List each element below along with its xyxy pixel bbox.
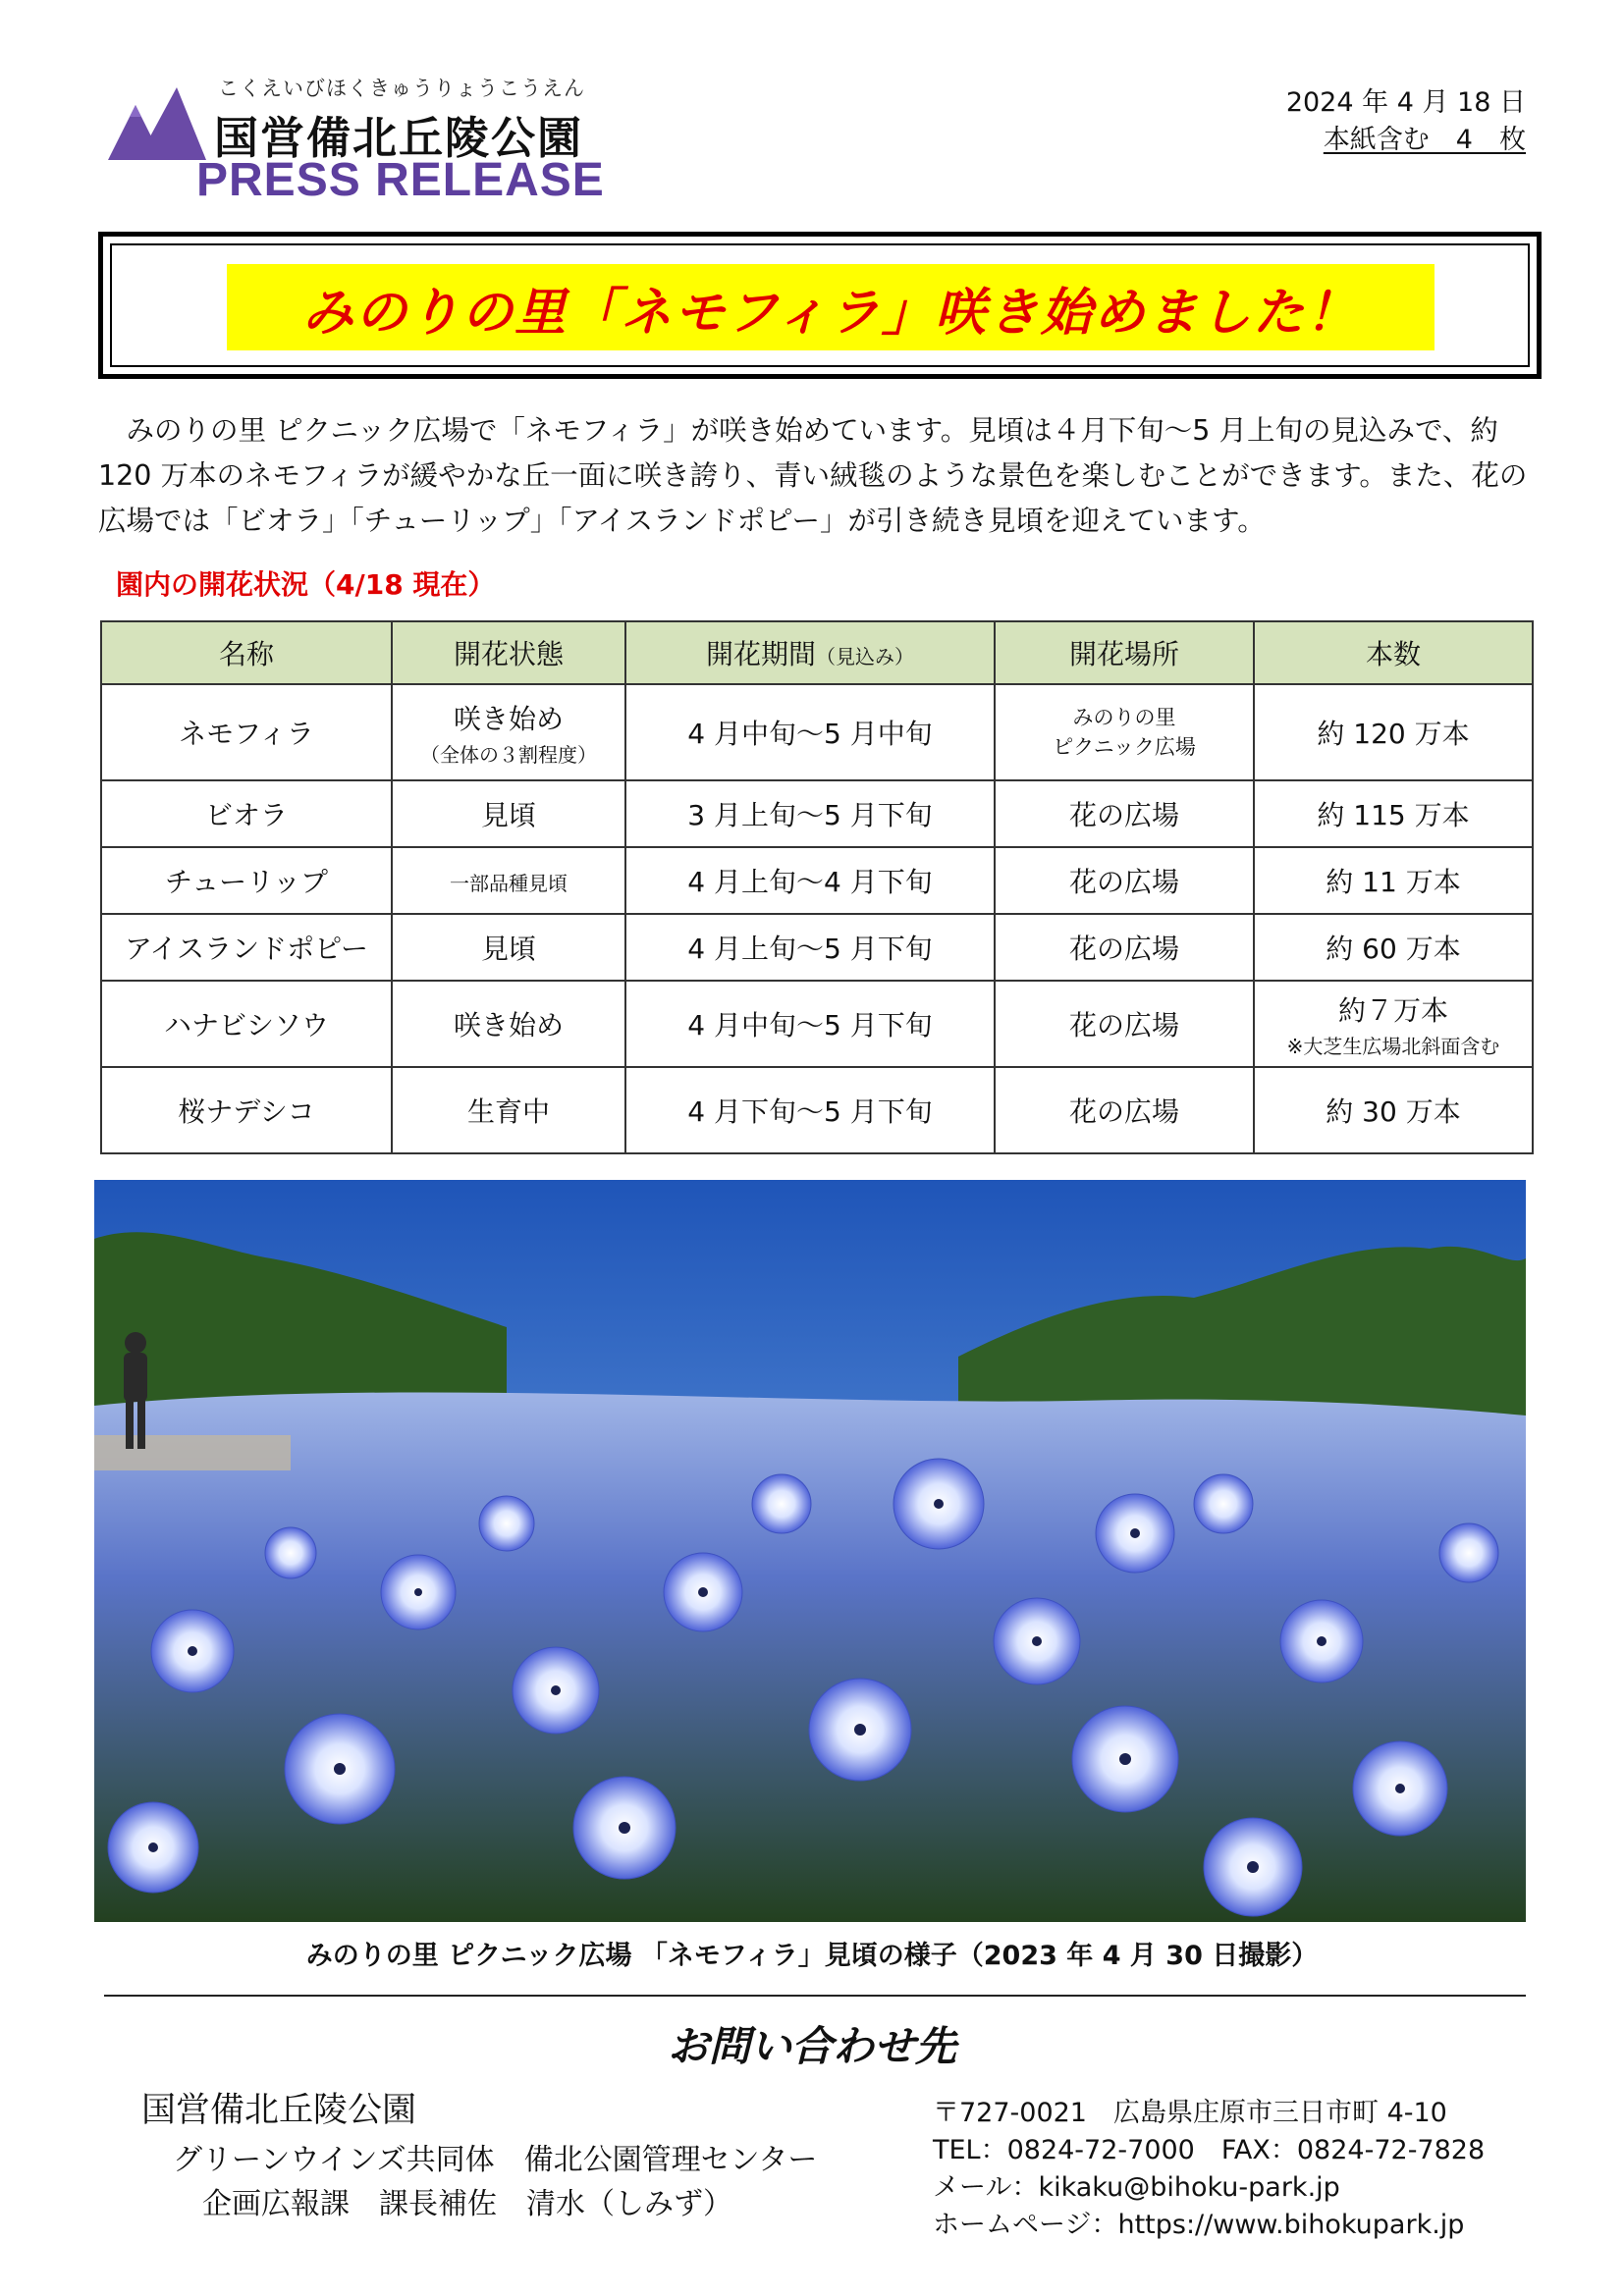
contact-person: 企画広報課 課長補佐 清水（しみず） — [202, 2187, 732, 2221]
cell-status: 咲き始め — [392, 981, 625, 1067]
table-row — [101, 1067, 1533, 1153]
col-header-period — [625, 621, 995, 684]
cell-status-text: 一部品種見頃 — [450, 871, 568, 895]
footer-divider — [104, 1995, 1526, 1997]
col-header-status: 開花状態 — [392, 621, 625, 684]
cell-place: 花の広場 — [995, 780, 1254, 847]
cell-name: ビオラ — [101, 780, 392, 847]
cell-place-line1: みのりの里 — [1072, 706, 1176, 729]
cell-count: 約 115 万本 — [1254, 780, 1533, 847]
cell-name: 桜ナデシコ — [101, 1067, 392, 1153]
title-box — [98, 232, 1542, 379]
cell-period: 4 月中旬～5 月下旬 — [625, 981, 995, 1067]
col-header-period-label: 開花期間 — [705, 638, 816, 670]
bloom-status-table — [100, 620, 1534, 1154]
table-row — [101, 684, 1533, 780]
cell-count — [1254, 981, 1533, 1067]
cell-count: 約 120 万本 — [1254, 684, 1533, 780]
cell-place: 花の広場 — [995, 914, 1254, 981]
contact-website-link[interactable]: ホームページ：https://www.bihokupark.jp — [933, 2210, 1465, 2240]
cell-status-text: 咲き始め — [453, 702, 564, 735]
cell-status: 生育中 — [392, 1067, 625, 1153]
cell-period: 4 月中旬～5 月中旬 — [625, 684, 995, 780]
table-row — [101, 981, 1533, 1067]
contact-address: 〒727-0021 広島県庄原市三日市町 4-10 — [933, 2098, 1447, 2128]
page-count: 本紙含む 4 枚 — [1323, 125, 1526, 155]
table-row — [101, 780, 1533, 847]
cell-count: 約 60 万本 — [1254, 914, 1533, 981]
cell-place-line2: ピクニック広場 — [1053, 735, 1196, 759]
logo-park-name: 国営備北丘陵公園 — [214, 112, 584, 164]
nemophila-field-photo — [94, 1180, 1526, 1922]
contact-tel-fax: TEL：0824-72-7000 FAX：0824-72-7828 — [933, 2135, 1486, 2165]
cell-status: 見頃 — [392, 780, 625, 847]
press-release-label: PRESS RELEASE — [196, 154, 605, 206]
cell-count-note: ※大芝生広場北斜面含む — [1286, 1034, 1500, 1058]
cell-status-note: （全体の３割程度） — [420, 742, 597, 767]
col-header-name: 名称 — [101, 621, 392, 684]
col-header-period-note: （見込み） — [816, 645, 914, 668]
document-date: 2024 年 4 月 18 日 — [1285, 87, 1526, 118]
cell-status — [392, 847, 625, 914]
cell-period: 4 月上旬～5 月下旬 — [625, 914, 995, 981]
page-title: みのりの里「ネモフィラ」咲き始めました！ — [302, 283, 1359, 343]
park-logo-mountains-icon — [108, 83, 206, 162]
table-row — [101, 847, 1533, 914]
table-row — [101, 914, 1533, 981]
cell-place — [995, 684, 1254, 780]
bloom-status-heading: 園内の開花状況（4/18 現在） — [116, 568, 496, 601]
cell-place: 花の広場 — [995, 981, 1254, 1067]
cell-status — [392, 684, 625, 780]
intro-paragraph: みのりの里 ピクニック広場で「ネモフィラ」が咲き始めています。見頃は４月下旬～5 月上旬の見込みで、約 120 万本のネモフィラが緩やかな丘一面に咲き誇り、青い絨毯のような景色を楽しむことができます。また、花の広場では「ビオラ」「チューリップ」「アイスランドポピー」が引き続き見頃を迎えています。 — [98, 414, 1528, 537]
cell-period: 3 月上旬～5 月下旬 — [625, 780, 995, 847]
title-highlight — [227, 264, 1435, 350]
cell-status: 見頃 — [392, 914, 625, 981]
contact-org-department: グリーンウインズ共同体 備北公園管理センター — [173, 2143, 818, 2177]
contact-org-name: 国営備北丘陵公園 — [141, 2091, 417, 2130]
cell-count: 約 30 万本 — [1254, 1067, 1533, 1153]
contact-email-link[interactable]: メール：kikaku@bihoku-park.jp — [933, 2172, 1340, 2203]
cell-place: 花の広場 — [995, 1067, 1254, 1153]
col-header-count: 本数 — [1254, 621, 1533, 684]
cell-count: 約 11 万本 — [1254, 847, 1533, 914]
cell-name: チューリップ — [101, 847, 392, 914]
contact-heading: お問い合わせ先 — [667, 2022, 956, 2070]
logo-ruby-text: こくえいびほくきゅうりょうこうえん — [218, 77, 585, 100]
cell-place: 花の広場 — [995, 847, 1254, 914]
photo-caption: みのりの里 ピクニック広場 「ネモフィラ」見頃の様子（2023 年 4 月 30 日撮影） — [305, 1941, 1319, 1971]
table-header-row — [101, 621, 1533, 684]
cell-name: ハナビシソウ — [101, 981, 392, 1067]
cell-count-text: 約７万本 — [1337, 993, 1448, 1027]
cell-period: 4 月下旬～5 月下旬 — [625, 1067, 995, 1153]
col-header-place: 開花場所 — [995, 621, 1254, 684]
cell-name: ネモフィラ — [101, 684, 392, 780]
cell-name: アイスランドポピー — [101, 914, 392, 981]
cell-period: 4 月上旬～4 月下旬 — [625, 847, 995, 914]
